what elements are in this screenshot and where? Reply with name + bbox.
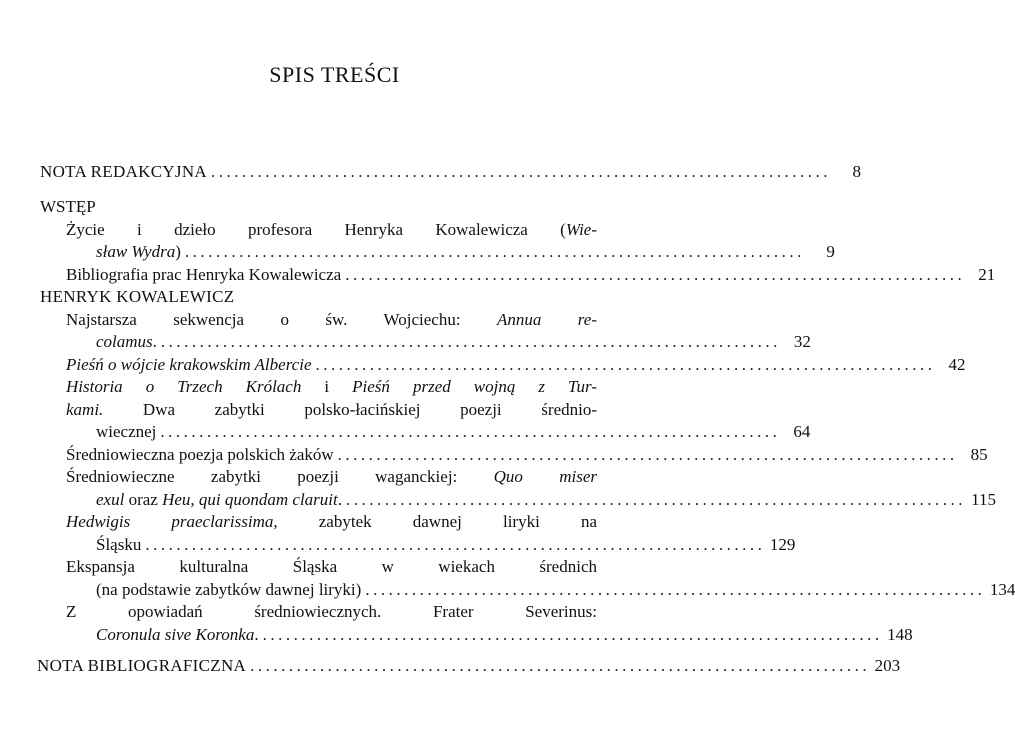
entry-text: Życie i dzieło profesora Henryka Kowalewicza (: [66, 219, 566, 239]
toc-entry-nota-bibliograficzna: [37, 655, 901, 678]
toc-entry-piesn-o-wojcie: [40, 354, 966, 377]
entry-label: NOTA BIBLIOGRAFICZNA: [37, 656, 247, 675]
page-number: 148: [887, 624, 913, 644]
toc-entry-bibliografia: [40, 264, 996, 287]
entry-text-italic: colamus: [96, 332, 153, 351]
entry-label: Średniowieczna poezja polskich żaków: [66, 444, 334, 464]
toc-entry-z-opowiadan: [40, 601, 913, 646]
page-number: 42: [948, 354, 966, 374]
page-number: 85: [970, 444, 988, 464]
entry-text-italic: Annua re-: [496, 309, 597, 329]
entry-author-italic: Wie-: [565, 219, 597, 239]
toc-entry-poezja-waganckiej: [40, 466, 996, 511]
entry-author-italic: sław Wydra: [96, 242, 176, 261]
leader-dots: ................................................................................: [160, 422, 781, 441]
entry-text-italic: Historia o Trzech Królach: [66, 377, 302, 396]
toc-entry-zycie: [40, 219, 835, 264]
entry-text: Z opowiadań średniowiecznych. Frater Severinus:: [66, 602, 597, 621]
leader-dots: ................................................................................: [184, 242, 805, 261]
entry-text-italic: exul: [96, 489, 125, 509]
leader-dots: ................................................................................: [160, 332, 781, 351]
entry-text: .: [337, 489, 342, 509]
entry-text-italic: Quo miser: [493, 467, 597, 486]
page-number: 203: [874, 656, 901, 675]
toc-section-henryk-kowalewicz: [40, 286, 1015, 646]
section-heading: HENRYK KOWALEWICZ: [40, 287, 235, 306]
toc-entry-ekspansja-kulturalna: [40, 556, 1015, 601]
entry-text-italic: kami.: [66, 399, 104, 419]
leader-dots: ................................................................................: [211, 162, 832, 181]
entry-label: NOTA REDAKCYJNA: [40, 162, 208, 181]
leader-dots: ................................................................................: [345, 264, 966, 284]
page-number: 9: [826, 242, 835, 261]
entry-text-italic: Pieśń o wójcie krakowskim Albercie: [66, 354, 312, 374]
page-number: 21: [978, 264, 996, 284]
page-number: 115: [971, 489, 996, 509]
page-number: 64: [793, 422, 811, 441]
toc-entry-nota-redakcyjna: [40, 161, 862, 184]
page-title: SPIS TREŚCI: [269, 62, 400, 87]
toc-entry-najstarsza-sekwencja: [40, 309, 811, 354]
toc-entry-hedwigis: [40, 511, 796, 556]
leader-dots: ................................................................................: [346, 489, 966, 509]
leader-dots: ................................................................................: [337, 444, 958, 464]
entry-text-italic: Coronula sive Koronka: [96, 624, 255, 644]
entry-text-italic: Pieśń przed wojną z Tur-: [352, 377, 597, 396]
entry-label: Bibliografia prac Henryka Kowalewicza: [66, 264, 342, 284]
entry-text: Śląsku: [96, 534, 142, 554]
entry-text-italic: Heu, qui quondam claruit: [162, 489, 338, 509]
section-heading: WSTĘP: [40, 197, 96, 216]
toc-entry-poezja-zakow: [40, 444, 988, 467]
entry-text: Najstarsza sekwencja o św. Wojciechu:: [66, 309, 497, 329]
leader-dots: ................................................................................: [250, 656, 871, 675]
page-number: 8: [852, 162, 862, 181]
entry-text-italic: Hedwigis praeclarissima,: [66, 512, 278, 531]
entry-text: Ekspansja kulturalna Śląska w wiekach średnich: [66, 557, 597, 576]
toc-section-wstep: [40, 196, 996, 286]
entry-text: .: [254, 624, 259, 644]
page-number: 129: [769, 534, 796, 554]
entry-text: .: [152, 332, 157, 351]
leader-dots: ................................................................................: [365, 579, 986, 599]
entry-text: Dwa zabytki polsko-łacińskiej poezji średnio-: [103, 399, 597, 419]
leader-dots: ................................................................................: [145, 534, 766, 554]
entry-text: oraz: [124, 489, 163, 509]
page-number: 134: [989, 579, 1015, 599]
leader-dots: ................................................................................: [262, 624, 883, 644]
entry-text: zabytek dawnej liryki na: [277, 512, 598, 531]
entry-text: i: [301, 377, 353, 396]
page-number: 32: [793, 332, 811, 351]
leader-dots: ................................................................................: [315, 354, 936, 374]
entry-text: ): [175, 242, 181, 261]
entry-text: Średniowieczne zabytki poezji waganckiej:: [66, 467, 494, 486]
entry-text: wiecznej: [96, 422, 157, 441]
entry-text: (na podstawie zabytków dawnej liryki): [96, 579, 362, 599]
toc-entry-historia-o-trzech-krolach: [40, 376, 811, 444]
